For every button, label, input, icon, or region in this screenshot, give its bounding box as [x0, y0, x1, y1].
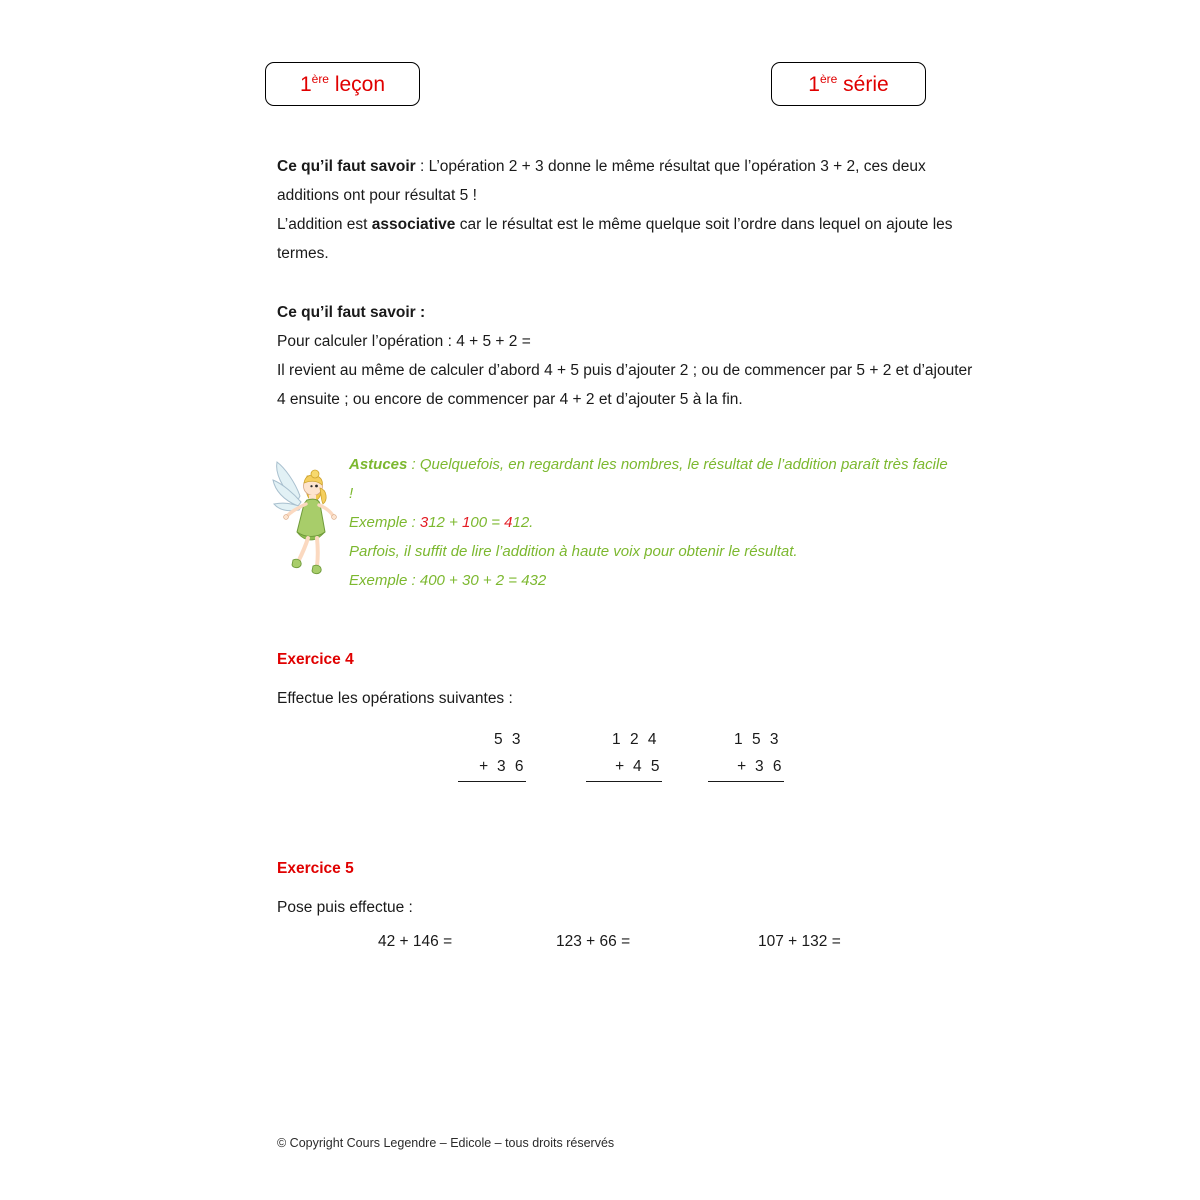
astuces-example1-b-highlight: 1 [462, 514, 471, 531]
lesson-block1-line2-part1: L’addition est [277, 216, 372, 233]
vertical-sum-operator: + [479, 758, 489, 775]
astuces-example1-c-rest: 12. [512, 514, 534, 531]
astuces-title: Astuces [349, 456, 408, 473]
series-badge-text [808, 73, 888, 95]
lesson-block1-title: Ce qu’il faut savoir [277, 158, 416, 175]
series-number-badge [771, 62, 926, 106]
lesson-badge-text [300, 73, 385, 95]
vertical-sum [458, 726, 526, 782]
lesson-block-associative [277, 298, 977, 414]
lesson-badge-label: leçon [334, 73, 386, 96]
exercise-4-sums [440, 726, 860, 786]
vertical-sum-top: 5 3 [493, 731, 523, 748]
astuces-example1-plus: + [444, 514, 463, 531]
astuces-example-2: Exemple : 400 + 30 + 2 = 432 [349, 572, 547, 589]
vertical-sum-operator: + [615, 758, 625, 775]
vertical-sum-top: 1 5 3 [734, 731, 781, 748]
lesson-block1-line2-part2: car le résultat est le même quelque soit l’ordre dans lequel on ajoute les termes. [277, 216, 953, 262]
vertical-sum [708, 726, 784, 782]
exercise-5-heading: Exercice 5 [277, 860, 354, 877]
vertical-sum-top: 1 2 4 [612, 731, 659, 748]
lesson-block2-title-row [277, 298, 977, 327]
exercise-4-instruction: Effectue les opérations suivantes : [277, 690, 513, 707]
series-badge-ordinal: ère [819, 72, 838, 86]
lesson-block2-line2: Il revient au même de calculer d’abord 4 + 5 puis d’ajouter 2 ; ou de commencer par 5 + 2 et d’ajouter 4 ensuite ; ou encore de commencer par 4 + 2 et d’ajouter 5 à la fin. [277, 362, 973, 408]
exercise-5-operations [370, 933, 890, 963]
astuces-intro: : Quelquefois, en regardant les nombres, le résultat de l’addition paraît très facile ! [349, 456, 948, 502]
astuces-example1-a-highlight: 3 [419, 514, 429, 531]
fairy-icon [271, 450, 339, 582]
exercise-5-instruction: Pose puis effectue : [277, 899, 413, 916]
lesson-block2-line1: Pour calculer l’opération : 4 + 5 + 2 = [277, 333, 531, 350]
footer-copyright: © Copyright Cours Legendre – Edicole – tous droits réservés [277, 1136, 615, 1150]
vertical-sum-addend: 3 6 [496, 758, 526, 775]
lesson-badge-number: 1 [299, 73, 312, 96]
astuces-example1-equals: = [487, 514, 505, 531]
exercise-4-heading: Exercice 4 [277, 651, 354, 668]
lesson-block-commutative [277, 152, 977, 268]
vertical-sum-bottom [586, 753, 662, 782]
horizontal-operation: 123 + 66 = [556, 933, 631, 950]
vertical-sum-operator: + [737, 758, 747, 775]
astuces-example1-label: Exemple : [349, 514, 420, 531]
series-badge-number: 1 [808, 73, 820, 96]
astuces-example1-a-rest: 12 [428, 514, 445, 531]
astuces-intro-row [349, 450, 949, 508]
vertical-sum [586, 726, 662, 782]
astuces-example1-b-rest: 00 [470, 514, 488, 531]
vertical-sum-addend: 3 6 [754, 758, 784, 775]
lesson-paragraph-2 [277, 210, 977, 268]
series-badge-label: série [843, 73, 889, 96]
lesson-block1-line1: : L’opération 2 + 3 donne le même résultat que l’opération 3 + 2, ces deux additions ont pour résultat 5 ! [277, 158, 926, 204]
lesson-block1-keyword: associative [371, 216, 456, 233]
lesson-number-badge [265, 62, 420, 106]
vertical-sum-addend: 4 5 [632, 758, 662, 775]
astuces-example-1 [349, 508, 949, 537]
vertical-sum-bottom [458, 753, 526, 782]
astuces-note-2: Parfois, il suffit de lire l’addition à haute voix pour obtenir le résultat. [349, 543, 798, 560]
horizontal-operation: 107 + 132 = [758, 933, 841, 950]
lesson-badge-ordinal: ère [311, 72, 329, 86]
lesson-paragraph-1 [277, 152, 977, 210]
astuces-example1-c-highlight: 4 [504, 514, 513, 531]
astuces-tip-block [349, 450, 949, 595]
vertical-sum-bottom [708, 753, 784, 782]
lesson-block2-title: Ce qu’il faut savoir : [277, 304, 426, 321]
horizontal-operation: 42 + 146 = [378, 933, 453, 950]
